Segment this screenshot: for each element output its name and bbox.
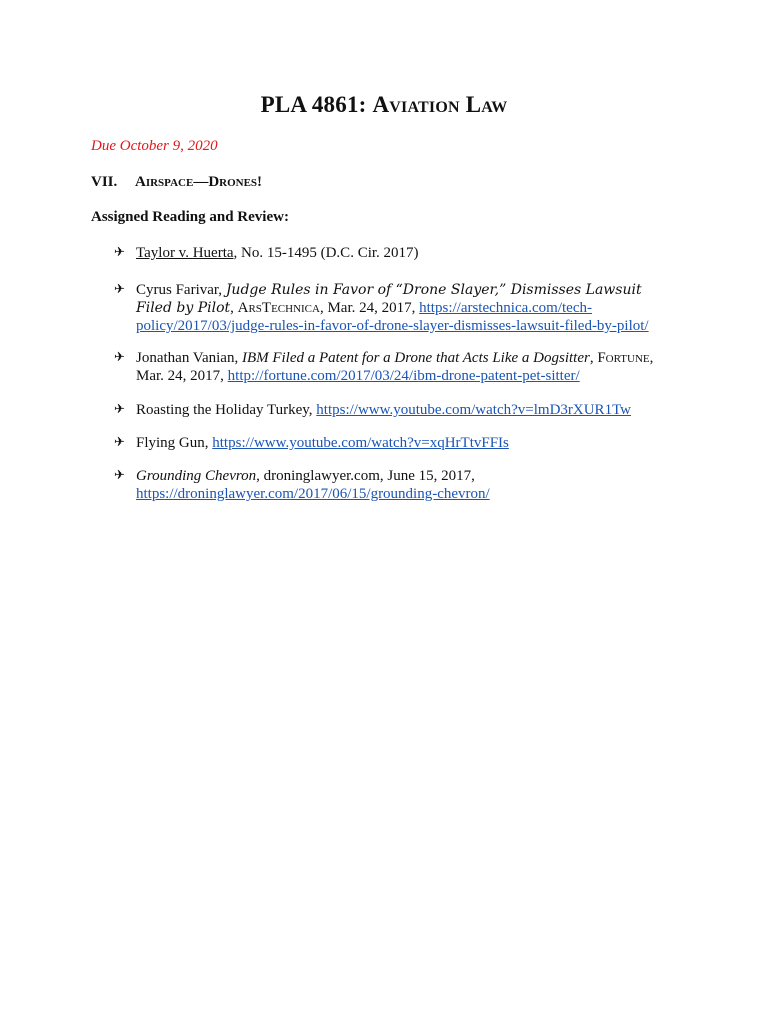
publication-name: ArsTechnica bbox=[237, 300, 320, 316]
list-item: ✈ Grounding Chevron, droninglawyer.com, June 15, 2017, https://droninglawyer.com/2017/06/15/grounding-chevron/ bbox=[114, 468, 490, 502]
article-link[interactable]: http://fortune.com/2017/03/24/ibm-drone-patent-pet-sitter/ bbox=[227, 368, 580, 384]
list-item: ✈ Flying Gun, https://www.youtube.com/watch?v=xqHrTtvFFIs bbox=[114, 435, 509, 451]
article-title: Judge Rules in Favor of “Drone Slayer,” Dismisses Lawsuit Filed by Pilot bbox=[136, 282, 642, 316]
page-title bbox=[0, 92, 768, 118]
section-heading bbox=[91, 174, 262, 191]
reading-subheading: Assigned Reading and Review: bbox=[91, 209, 289, 225]
list-item: ✈ Jonathan Vanian, IBM Filed a Patent for a Drone that Acts Like a Dogsitter, Fortune, Mar. 24, 2017, http://fortune.com/2017/03/24/ibm-drone-patent-pet-sitter/ bbox=[114, 350, 654, 384]
publication-name: Fortune bbox=[597, 350, 650, 366]
article-title: Grounding Chevron bbox=[136, 468, 257, 484]
list-item: ✈ Roasting the Holiday Turkey, https://www.youtube.com/watch?v=lmD3rXUR1Tw bbox=[114, 402, 632, 418]
video-link[interactable]: https://www.youtube.com/watch?v=lmD3rXUR1Tw bbox=[316, 402, 632, 418]
airplane-icon: ✈ bbox=[114, 468, 125, 483]
section-number: VII. bbox=[91, 174, 118, 190]
airplane-icon: ✈ bbox=[114, 350, 125, 365]
airplane-icon: ✈ bbox=[114, 245, 125, 260]
article-title: IBM Filed a Patent for a Drone that Acts Like a Dogsitter bbox=[241, 350, 590, 366]
airplane-icon: ✈ bbox=[114, 282, 125, 297]
title-word-law: Law bbox=[465, 92, 508, 117]
title-prefix: PLA 4861: bbox=[260, 92, 373, 117]
airplane-icon: ✈ bbox=[114, 402, 125, 417]
video-link[interactable]: https://www.youtube.com/watch?v=xqHrTtvFFIs bbox=[212, 435, 509, 451]
section-name: Airspace—Drones! bbox=[135, 174, 263, 190]
article-link[interactable]: https://arstechnica.com/tech-policy/2017/03/judge-rules-in-favor-of-drone-slayer-dismisses-lawsuit-filed-by-pilot/ bbox=[136, 300, 649, 334]
list-item: ✈ Taylor v. Huerta, No. 15-1495 (D.C. Cir. 2017) bbox=[114, 245, 419, 261]
article-link[interactable]: https://droninglawyer.com/2017/06/15/grounding-chevron/ bbox=[136, 486, 490, 502]
airplane-icon: ✈ bbox=[114, 435, 125, 450]
due-date: Due October 9, 2020 bbox=[91, 138, 218, 154]
case-name: Taylor v. Huerta bbox=[136, 245, 234, 261]
title-word-aviation: Aviation bbox=[372, 92, 460, 117]
list-item: ✈ Cyrus Farivar, Judge Rules in Favor of “Drone Slayer,” Dismisses Lawsuit Filed by Pilot, ArsTechnica, Mar. 24, 2017, https://arstechnica.com/tech-policy/2017/03/judge-rules-in-favor-of-drone-slayer-dismisses-lawsuit-filed-by-pilot/ bbox=[114, 282, 649, 334]
